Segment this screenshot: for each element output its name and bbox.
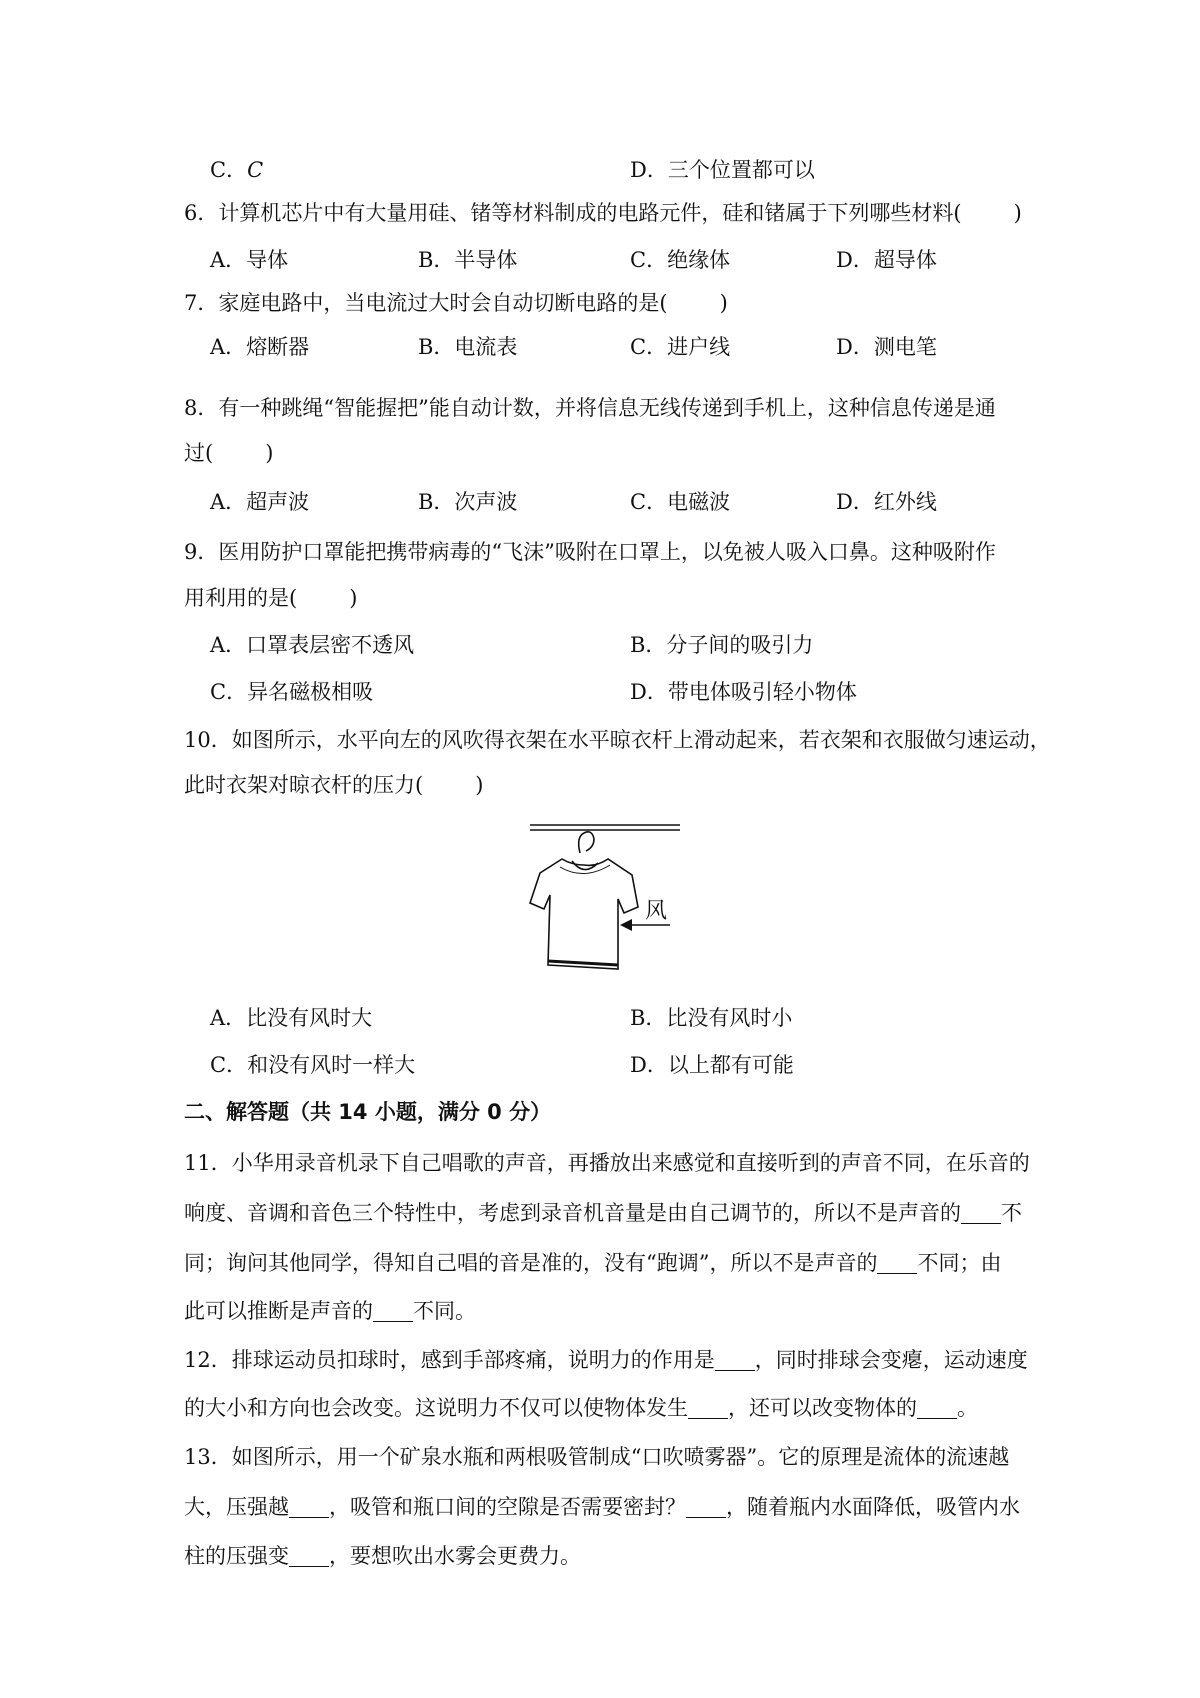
q12-line1: 12．排球运动员扣球时，感到手部疼痛，说明力的作用是 ，同时排球会变瘪，运动速度 [184, 1348, 1028, 1372]
q10-stem-line1: 10．如图所示，水平向左的风吹得衣架在水平晾衣杆上滑动起来，若衣架和衣服做匀速运动， [184, 728, 1051, 752]
q9-option-c: C．异名磁极相吸 [210, 680, 374, 704]
q11-line2: 响度、音调和音色三个特性中，考虑到录音机音量是由自己调节的，所以不是声音的 不 [184, 1201, 1022, 1225]
q7-stem: 7．家庭电路中，当电流过大时会自动切断电路的是( ) [184, 291, 728, 315]
wind-label: 风 [645, 899, 668, 924]
q11-line1: 11．小华用录音机录下自己唱歌的声音，再播放出来感觉和直接听到的声音不同，在乐音的 [184, 1151, 1030, 1175]
q10-figure [520, 815, 690, 985]
q6-option-c: C．绝缘体 [630, 248, 731, 272]
q7-option-d: D．测电笔 [836, 335, 937, 359]
q8-option-b: B．次声波 [418, 490, 518, 514]
q12-line2: 的大小和方向也会改变。这说明力不仅可以使物体发生 ，还可以改变物体的 。 [184, 1396, 978, 1420]
q9-option-b: B．分子间的吸引力 [630, 633, 814, 657]
shirt-drawing [530, 859, 638, 969]
q5-option-d: D．三个位置都可以 [630, 158, 815, 182]
answer-blank[interactable] [961, 1201, 1001, 1224]
q8-option-d: D．红外线 [836, 490, 937, 514]
q10-option-d: D．以上都有可能 [630, 1053, 794, 1077]
answer-blank[interactable] [289, 1495, 329, 1518]
q10-option-b: B．比没有风时小 [630, 1006, 793, 1030]
q13-line3: 柱的压强变 ，要想吹出水雾会更费力。 [184, 1544, 581, 1568]
q9-stem-line2: 用利用的是( ) [184, 586, 358, 610]
q11-line4: 此可以推断是声音的 不同。 [184, 1299, 476, 1323]
q6-option-d: D．超导体 [836, 248, 937, 272]
q13-line1: 13．如图所示，用一个矿泉水瓶和两根吸管制成“口吹喷雾器”。它的原理是流体的流速越 [184, 1445, 1010, 1469]
section2-title: 二、解答题（共 14 小题，满分 0 分） [184, 1100, 552, 1124]
q11-line3: 同；询问其他同学，得知自己唱的音是准的，没有“跑调”，所以不是声音的 不同；由 [184, 1251, 1002, 1275]
answer-blank[interactable] [373, 1299, 413, 1322]
q7-option-b: B．电流表 [418, 335, 518, 359]
q6-option-b: B．半导体 [418, 248, 518, 272]
q8-option-a: A．超声波 [210, 490, 310, 514]
q8-option-c: C．电磁波 [630, 490, 731, 514]
q10-option-a: A．比没有风时大 [210, 1006, 373, 1030]
answer-blank[interactable] [289, 1544, 329, 1567]
q9-option-d: D．带电体吸引轻小物体 [630, 680, 857, 704]
answer-blank[interactable] [686, 1495, 726, 1518]
answer-blank[interactable] [688, 1396, 728, 1419]
q6-stem: 6．计算机芯片中有大量用硅、锗等材料制成的电路元件，硅和锗属于下列哪些材料( ) [184, 201, 1022, 225]
q7-option-c: C．进户线 [630, 335, 731, 359]
q9-stem-line1: 9．医用防护口罩能把携带病毒的“飞沫”吸附在口罩上，以免被人吸入口鼻。这种吸附作 [184, 540, 996, 564]
q8-stem-line1: 8．有一种跳绳“智能握把”能自动计数，并将信息无线传递到手机上，这种信息传递是通 [184, 396, 996, 420]
q10-option-c: C．和没有风时一样大 [210, 1053, 416, 1077]
q8-stem-line2: 过( ) [184, 441, 274, 465]
q10-stem-line2: 此时衣架对晾衣杆的压力( ) [184, 773, 484, 797]
q13-line2: 大，压强越 ，吸管和瓶口间的空隙是否需要密封？ ，随着瓶内水面降低，吸管内水 [184, 1495, 1020, 1519]
q7-option-a: A．熔断器 [210, 335, 310, 359]
q9-option-a: A．口罩表层密不透风 [210, 633, 415, 657]
answer-blank[interactable] [715, 1348, 755, 1371]
q6-option-a: A．导体 [210, 248, 289, 272]
q5-option-c: C．C [210, 158, 264, 182]
answer-blank[interactable] [917, 1396, 957, 1419]
answer-blank[interactable] [877, 1251, 917, 1274]
hanger-hook [579, 832, 594, 853]
